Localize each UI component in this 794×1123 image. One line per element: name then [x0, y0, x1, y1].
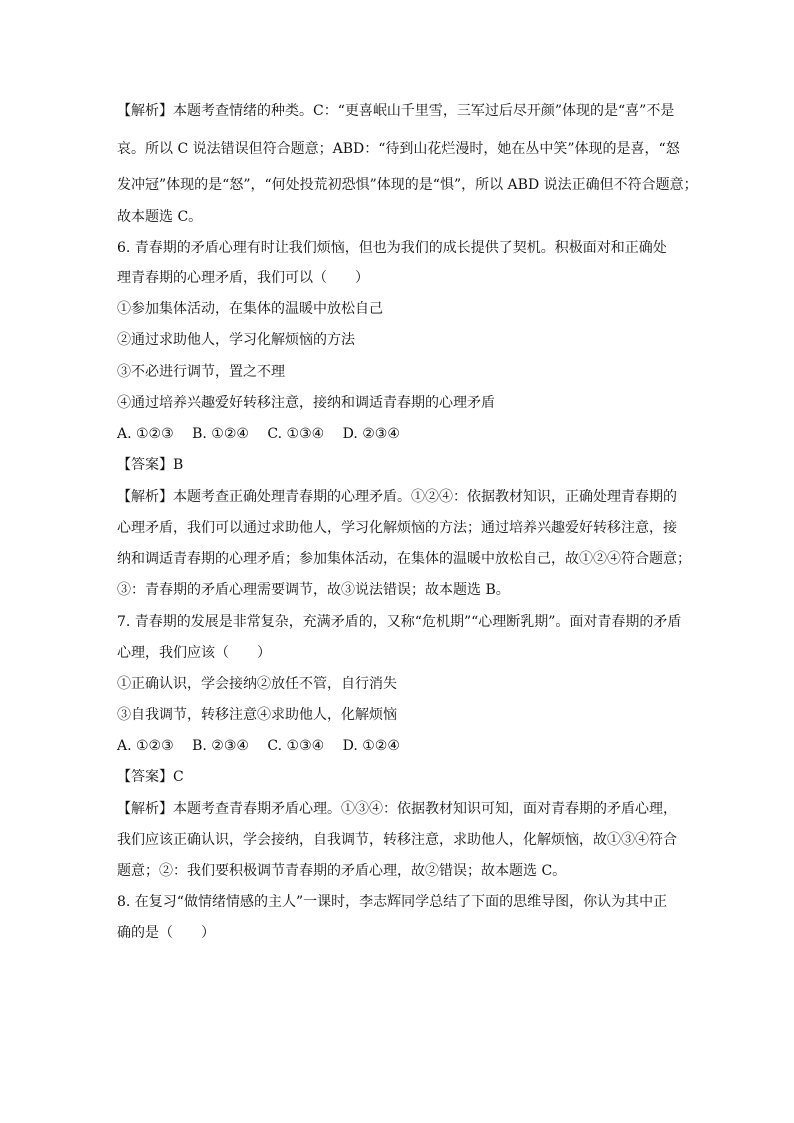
question-8-stem-line-1: 8. 在复习“做情绪情感的主人”一课时，李志辉同学总结了下面的思维导图，你认为其中正	[117, 894, 668, 910]
question-6-analysis-line-4: ③：青春期的矛盾心理需要调节，故③说法错误；故本题选 B。	[117, 582, 510, 598]
question-7-answer: 【答案】C	[117, 769, 184, 785]
question-7-options: A. ①②③ B. ②③④ C. ①③④ D. ①②④	[117, 738, 400, 754]
analysis-q5-line-3: 发冲冠”体现的是“怒”，“何处投荒初恐惧”体现的是“惧”，所以 ABD 说法正确但不符合题意；	[117, 177, 698, 193]
question-6-item-1: ①参加集体活动，在集体的温暖中放松自己	[117, 301, 383, 317]
question-6-stem-line-2: 理青春期的心理矛盾，我们可以（ ）	[117, 270, 369, 286]
question-6-item-2: ②通过求助他人，学习化解烦恼的方法	[117, 332, 355, 348]
question-7-items-line-2: ③自我调节，转移注意④求助他人，化解烦恼	[117, 707, 397, 723]
question-6-item-4: ④通过培养兴趣爱好转移注意，接纳和调适青春期的心理矛盾	[117, 395, 495, 411]
question-6-options: A. ①②③ B. ①②④ C. ①③④ D. ②③④	[117, 426, 400, 442]
question-7-stem-line-1: 7. 青春期的发展是非常复杂，充满矛盾的，又称“危机期”“心理断乳期”。面对青春期的矛盾	[117, 614, 682, 630]
question-6-stem-line-1: 6. 青春期的矛盾心理有时让我们烦恼，但也为我们的成长提供了契机。积极面对和正确处	[117, 240, 667, 256]
question-7-analysis-line-1: 【解析】本题考查青春期矛盾心理。①③④：依据教材知识可知，面对青春期的矛盾心理，	[117, 801, 677, 817]
question-6-answer: 【答案】B	[117, 457, 184, 473]
question-8-stem-line-2: 确的是（ ）	[117, 925, 215, 941]
analysis-q5-line-2: 哀。所以 C 说法错误但符合题意；ABD：“待到山花烂漫时，她在丛中笑”体现的是喜，“怒	[117, 141, 680, 157]
question-6-analysis-line-3: 纳和调适青春期的心理矛盾；参加集体活动，在集体的温暖中放松自己，故①②④符合题意；	[117, 551, 691, 567]
analysis-q5-line-1: 【解析】本题考查情绪的种类。C：“更喜岷山千里雪，三军过后尽开颜”体现的是“喜”不是	[117, 103, 675, 119]
question-6-item-3: ③不必进行调节，置之不理	[117, 364, 285, 380]
question-7-analysis-line-2: 我们应该正确认识，学会接纳，自我调节，转移注意，求助他人，化解烦恼，故①③④符合	[117, 832, 677, 848]
question-7-stem-line-2: 心理，我们应该（ ）	[117, 645, 271, 661]
question-6-analysis-line-1: 【解析】本题考查正确处理青春期的心理矛盾。①②④：依据教材知识，正确处理青春期的	[117, 489, 677, 505]
analysis-q5-line-4: 故本题选 C。	[117, 209, 203, 225]
question-7-items-line-1: ①正确认识，学会接纳②放任不管，自行消失	[117, 676, 397, 692]
question-6-analysis-line-2: 心理矛盾，我们可以通过求助他人，学习化解烦恼的方法；通过培养兴趣爱好转移注意，接	[117, 520, 677, 536]
question-7-analysis-line-3: 题意；②：我们要积极调节青春期的矛盾心理，故②错误；故本题选 C。	[117, 863, 567, 879]
